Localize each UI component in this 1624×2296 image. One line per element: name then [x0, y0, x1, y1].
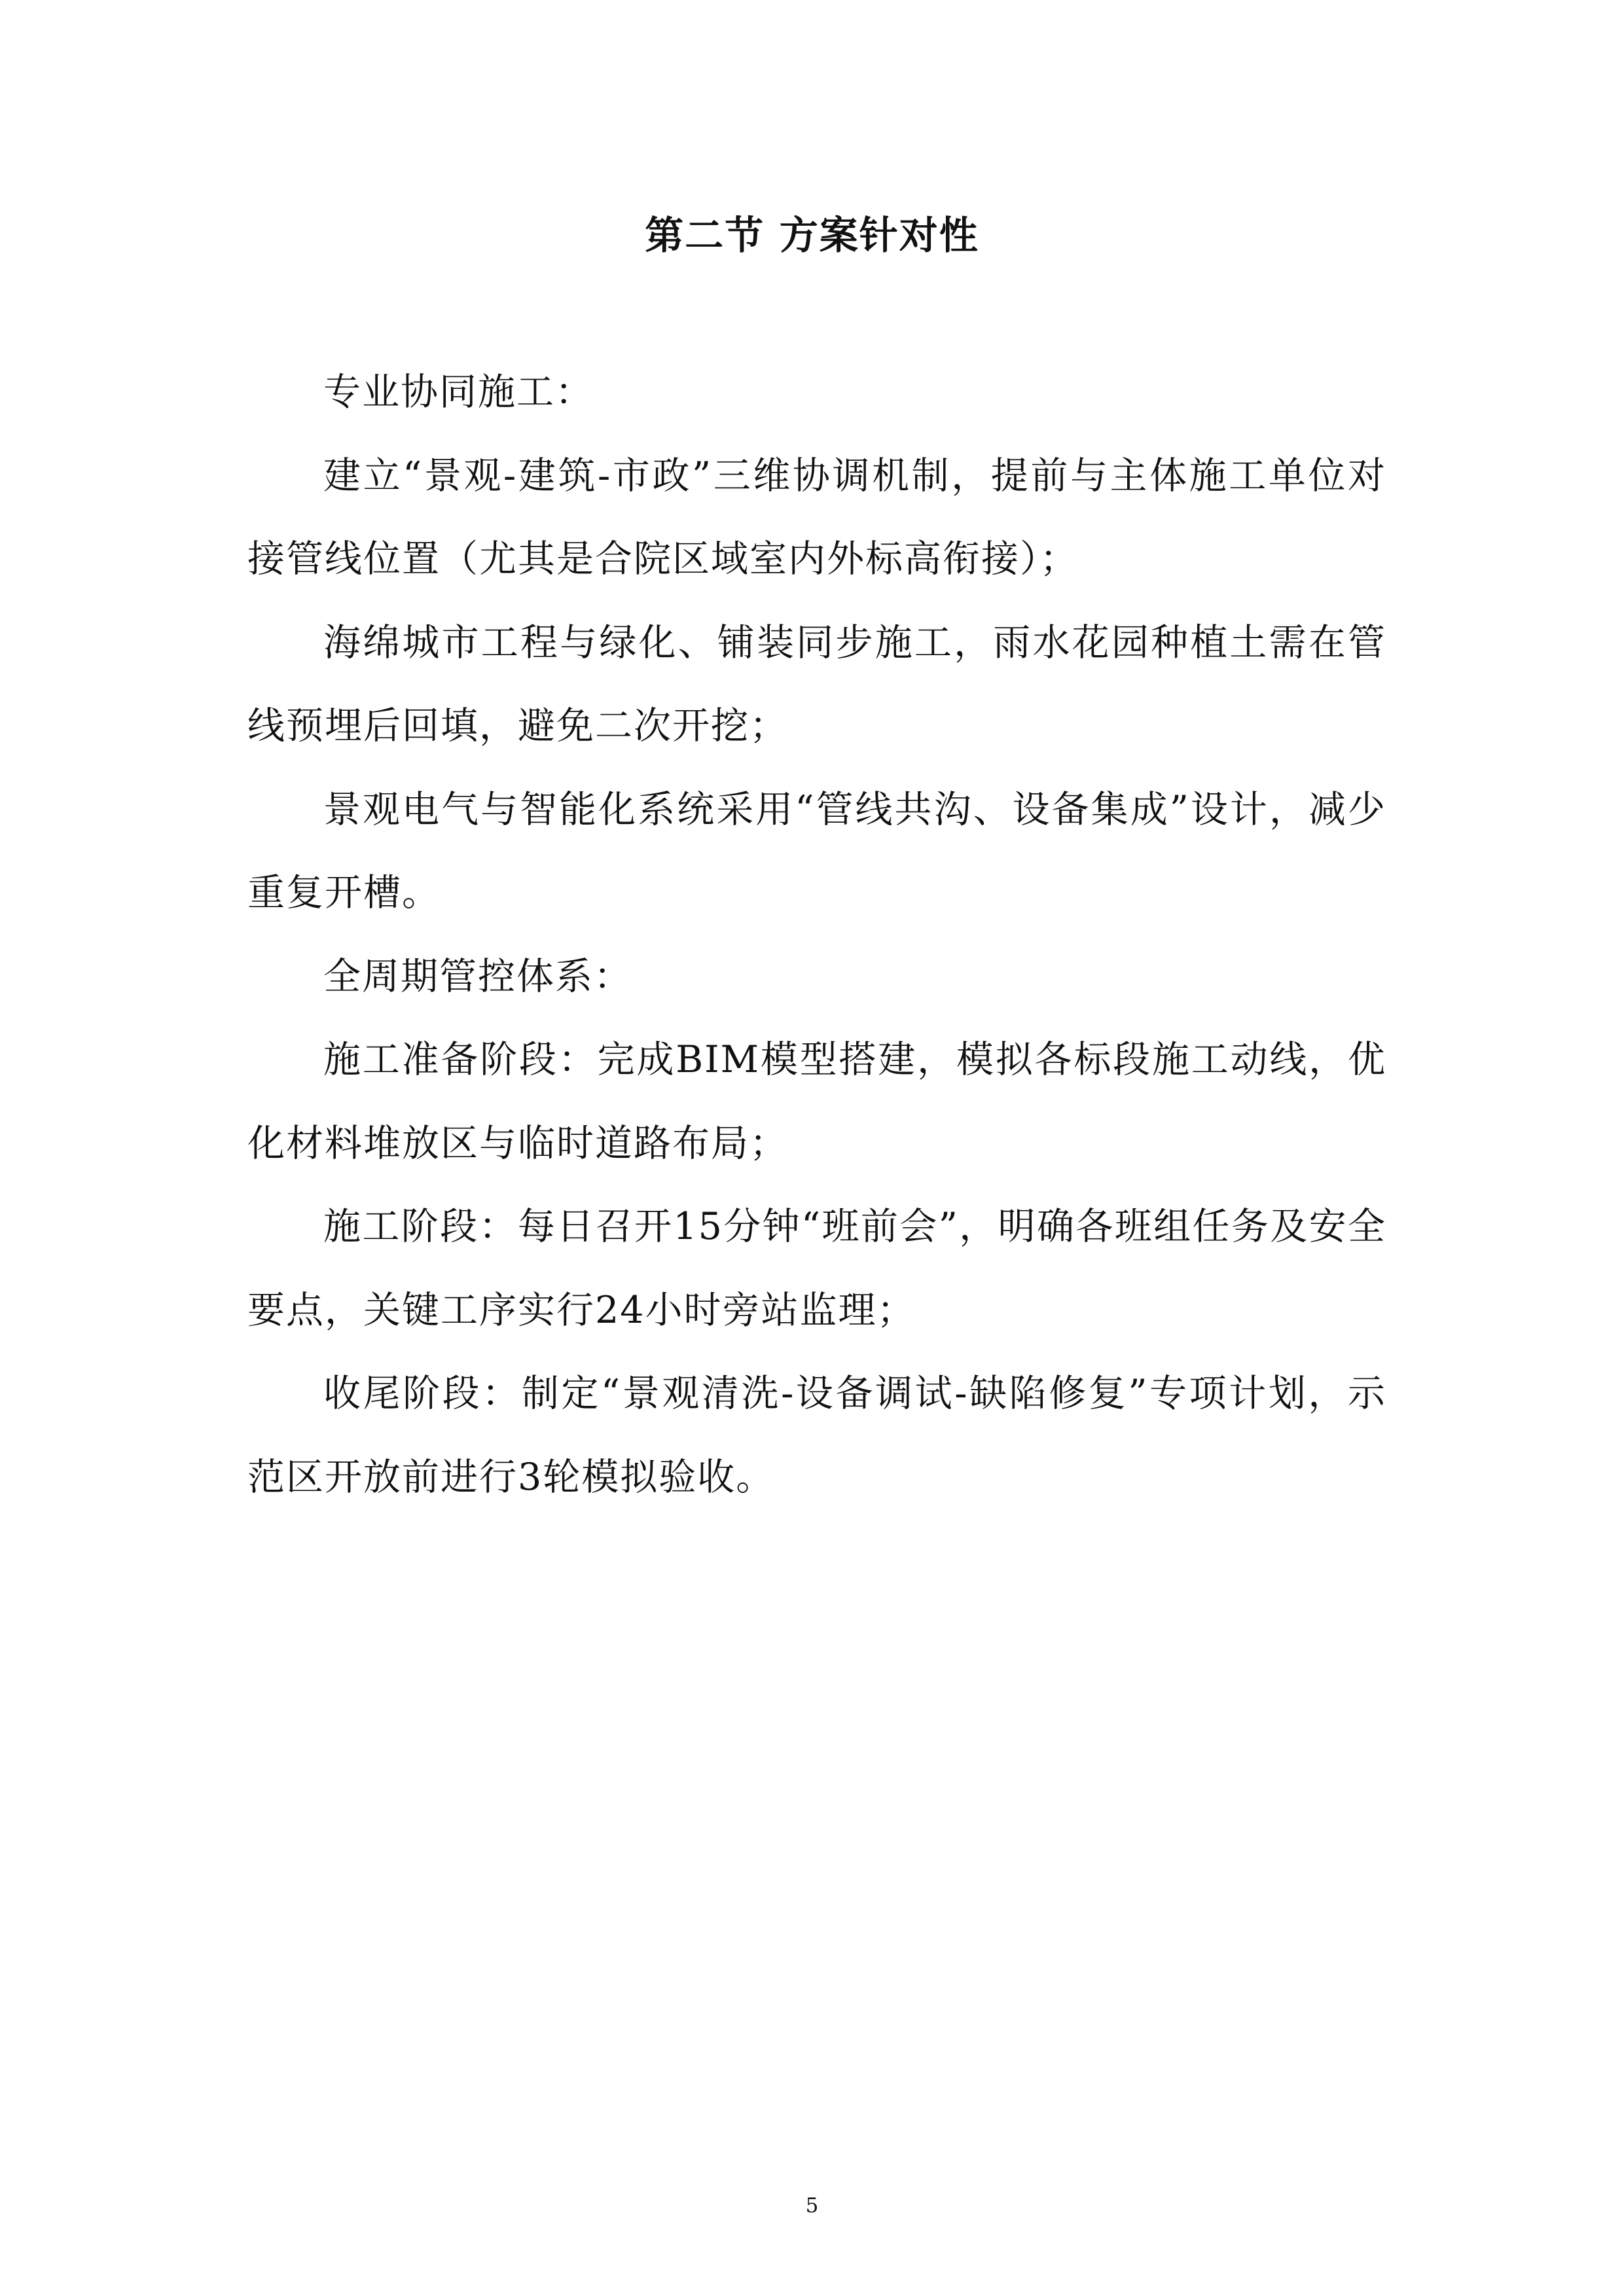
paragraph-collaboration-heading: 专业协同施工：	[323, 370, 594, 414]
paragraph-preparation-stage: 施工准备阶段：完成BIM模型搭建，模拟各标段施工动线，优化材料堆放区与临时道路布局；	[247, 1038, 1386, 1165]
section-title: 第二节 方案针对性	[645, 213, 979, 258]
page-number: 5	[805, 2194, 819, 2217]
paragraph-lifecycle-heading: 全周期管控体系：	[323, 954, 632, 998]
paragraph-sponge-city: 海绵城市工程与绿化、铺装同步施工，雨水花园种植土需在管线预埋后回填，避免二次开挖；	[247, 620, 1386, 747]
body-text	[247, 351, 1386, 1519]
paragraph-construction-stage: 施工阶段：每日召开15分钟“班前会”，明确各班组任务及安全要点，关键工序实行24小时旁站监理；	[247, 1205, 1386, 1332]
paragraph-electrical-systems: 景观电气与智能化系统采用“管线共沟、设备集成”设计，减少重复开槽。	[247, 787, 1386, 914]
paragraph-closing-stage: 收尾阶段：制定“景观清洗-设备调试-缺陷修复”专项计划，示范区开放前进行3轮模拟验收。	[247, 1372, 1386, 1499]
paragraph-coordination-mechanism: 建立“景观-建筑-市政”三维协调机制，提前与主体施工单位对接管线位置（尤其是合院区域室内外标高衔接）；	[247, 454, 1386, 581]
